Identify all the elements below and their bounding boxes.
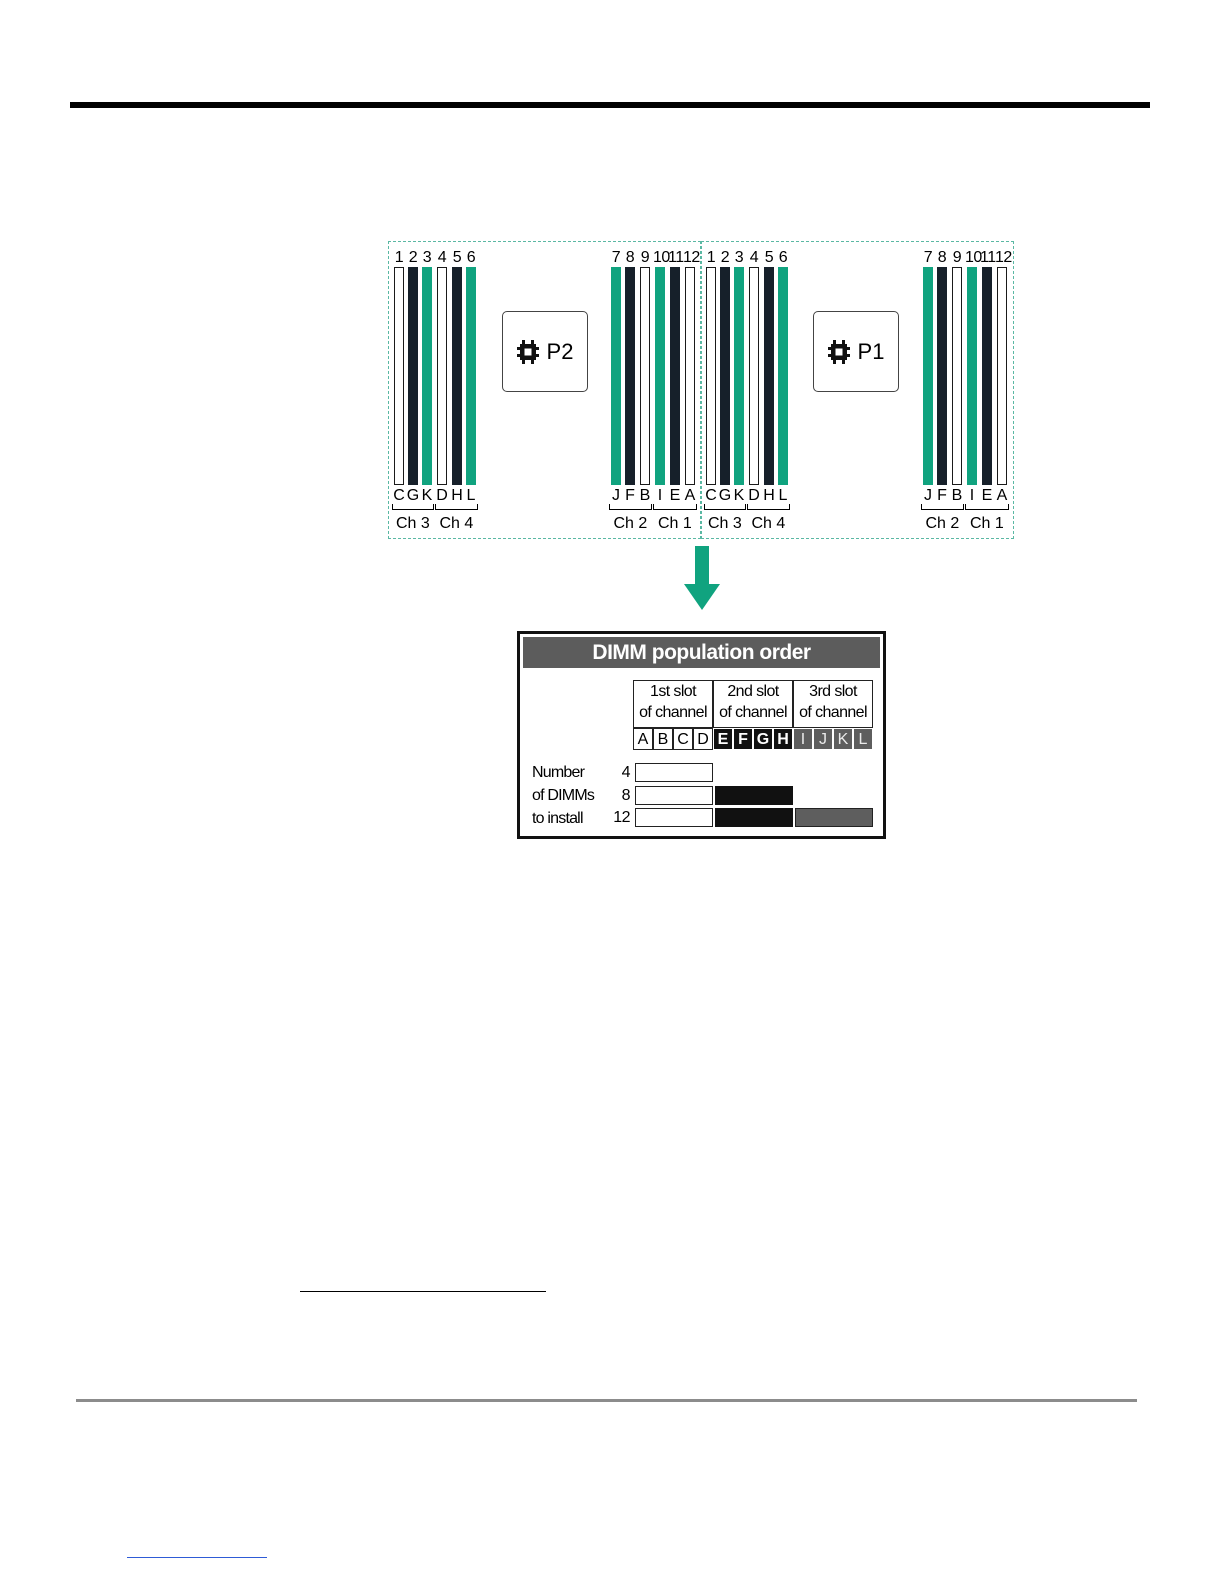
row-label-line-2: of DIMMs (532, 787, 595, 804)
channel-label: Ch 4 (751, 515, 786, 532)
slot-letter: G (718, 487, 732, 504)
slot-letter: E (981, 487, 993, 504)
dimm-count: 8 (621, 787, 630, 804)
slot-number: 3 (734, 249, 744, 266)
dimm-slot (734, 267, 744, 485)
channel-bracket (747, 504, 790, 510)
dimm-slot (394, 267, 404, 485)
dimm-count: 4 (621, 764, 630, 781)
slot-number: 12 (683, 249, 700, 266)
dimm-slot (997, 267, 1007, 485)
slot-number: 8 (937, 249, 947, 266)
dimm-slot (764, 267, 774, 485)
slot-number: 10 (653, 249, 670, 266)
slot-column-header (793, 680, 873, 728)
slot-letter: J (924, 487, 932, 504)
cpu-chip-icon (517, 340, 539, 364)
slot-letter: D (748, 487, 760, 504)
slot-number: 9 (640, 249, 650, 266)
slot-letter: I (969, 487, 975, 504)
slot-number: 5 (452, 249, 462, 266)
slot-number: 5 (764, 249, 774, 266)
dimm-slot (408, 267, 418, 485)
slot-letter-chip: F (733, 728, 753, 750)
cpu-chip-icon (828, 340, 850, 364)
slot-letter-chip: H (773, 728, 793, 750)
dimm-slot (437, 267, 447, 485)
dimm-count: 12 (613, 809, 630, 826)
dimm-slot (749, 267, 759, 485)
slot-number: 11 (980, 249, 996, 266)
dimm-slot (655, 267, 665, 485)
slot-letter-chip: L (853, 728, 873, 750)
dimm-population-order-table (517, 631, 886, 839)
slot-letter: A (996, 487, 1008, 504)
population-bar (635, 808, 713, 827)
slot-letter: G (406, 487, 420, 504)
population-bar (635, 763, 713, 782)
channel-bracket (921, 504, 964, 510)
slot-letter: D (436, 487, 448, 504)
slot-letter: L (778, 487, 788, 504)
cpu-p1 (813, 311, 899, 392)
slot-number: 4 (749, 249, 759, 266)
cpu-label: P2 (546, 338, 574, 364)
slot-number: 10 (965, 249, 982, 266)
column-header-line-1: 2nd slot (727, 683, 779, 700)
dimm-slot (967, 267, 977, 485)
slot-letter-chip: K (833, 728, 853, 750)
slot-letter: B (951, 487, 963, 504)
slot-letter-chip: B (653, 728, 673, 750)
slot-letter: F (625, 487, 635, 504)
slot-letter: F (937, 487, 947, 504)
dimm-slot (952, 267, 962, 485)
channel-bracket (965, 504, 1009, 510)
channel-bracket (609, 504, 652, 510)
slot-number: 6 (466, 249, 476, 266)
population-bar (635, 786, 713, 805)
slot-letter: B (639, 487, 651, 504)
slot-letter: I (657, 487, 663, 504)
dimm-slot (685, 267, 695, 485)
column-header-line-2: of channel (799, 704, 867, 721)
slot-letter: H (451, 487, 463, 504)
cpu-label: P1 (857, 338, 885, 364)
memory-layout-diagram (388, 241, 1014, 539)
dimm-slot (611, 267, 621, 485)
row-label-line-1: Number (532, 764, 585, 781)
slot-letter: A (684, 487, 696, 504)
dimm-slot (466, 267, 476, 485)
population-bar (715, 786, 793, 805)
channel-bracket (392, 504, 434, 510)
slot-letter: K (421, 487, 433, 504)
down-arrow-icon (684, 546, 720, 610)
channel-label: Ch 1 (970, 515, 1004, 532)
slot-number: 9 (952, 249, 962, 266)
slot-letter: K (733, 487, 745, 504)
slot-letter: L (466, 487, 476, 504)
slot-number: 3 (422, 249, 432, 266)
slot-letter-chip: J (813, 728, 833, 750)
column-header-line-1: 3rd slot (809, 683, 857, 700)
slot-letter-chip: E (713, 728, 733, 750)
top-rule (70, 102, 1150, 108)
slot-letter: E (669, 487, 681, 504)
slot-letter-chip: I (793, 728, 813, 750)
slot-letter: H (763, 487, 775, 504)
dimm-slot (937, 267, 947, 485)
dimm-slot (720, 267, 730, 485)
dimm-slot (640, 267, 650, 485)
slot-number: 2 (408, 249, 418, 266)
slot-letter: C (393, 487, 405, 504)
channel-bracket (704, 504, 746, 510)
slot-column-header (713, 680, 793, 728)
channel-label: Ch 1 (658, 515, 692, 532)
slot-number: 2 (720, 249, 730, 266)
slot-letter: C (705, 487, 717, 504)
bottom-rule (76, 1399, 1137, 1402)
dimm-slot (670, 267, 680, 485)
slot-number: 8 (625, 249, 635, 266)
channel-label: Ch 2 (613, 515, 648, 532)
slot-letter: J (612, 487, 620, 504)
column-header-line-2: of channel (719, 704, 787, 721)
slot-column-header (633, 680, 713, 728)
slot-number: 1 (706, 249, 716, 266)
slot-letter-chip: A (633, 728, 653, 750)
channel-label: Ch 4 (439, 515, 474, 532)
processor-1-region (701, 241, 1014, 539)
slot-number: 7 (611, 249, 621, 266)
dimm-slot (452, 267, 462, 485)
dimm-slot (778, 267, 788, 485)
dimm-slot (422, 267, 432, 485)
slot-number: 11 (668, 249, 684, 266)
column-header-line-2: of channel (639, 704, 707, 721)
slot-number: 7 (923, 249, 933, 266)
channel-bracket (653, 504, 697, 510)
channel-label: Ch 3 (396, 515, 430, 532)
footnote-rule (300, 1291, 546, 1292)
population-bar (795, 808, 873, 827)
processor-2-region (388, 241, 701, 539)
population-bar (715, 808, 793, 827)
channel-label: Ch 2 (925, 515, 960, 532)
slot-number: 1 (394, 249, 404, 266)
dimm-slot (706, 267, 716, 485)
row-label-line-3: to install (532, 810, 583, 827)
slot-letter-chip: D (693, 728, 713, 750)
slot-letter-chip: G (753, 728, 773, 750)
channel-label: Ch 3 (708, 515, 742, 532)
slot-number: 4 (437, 249, 447, 266)
slot-number: 12 (995, 249, 1012, 266)
dimm-slot (923, 267, 933, 485)
dimm-slot (625, 267, 635, 485)
cpu-p2 (502, 311, 588, 392)
slot-letter-chip: C (673, 728, 693, 750)
table-title: DIMM population order (523, 637, 880, 668)
dimm-slot (982, 267, 992, 485)
column-header-line-1: 1st slot (650, 683, 696, 700)
footer-link-underline (127, 1557, 267, 1558)
channel-bracket (435, 504, 478, 510)
slot-number: 6 (778, 249, 788, 266)
